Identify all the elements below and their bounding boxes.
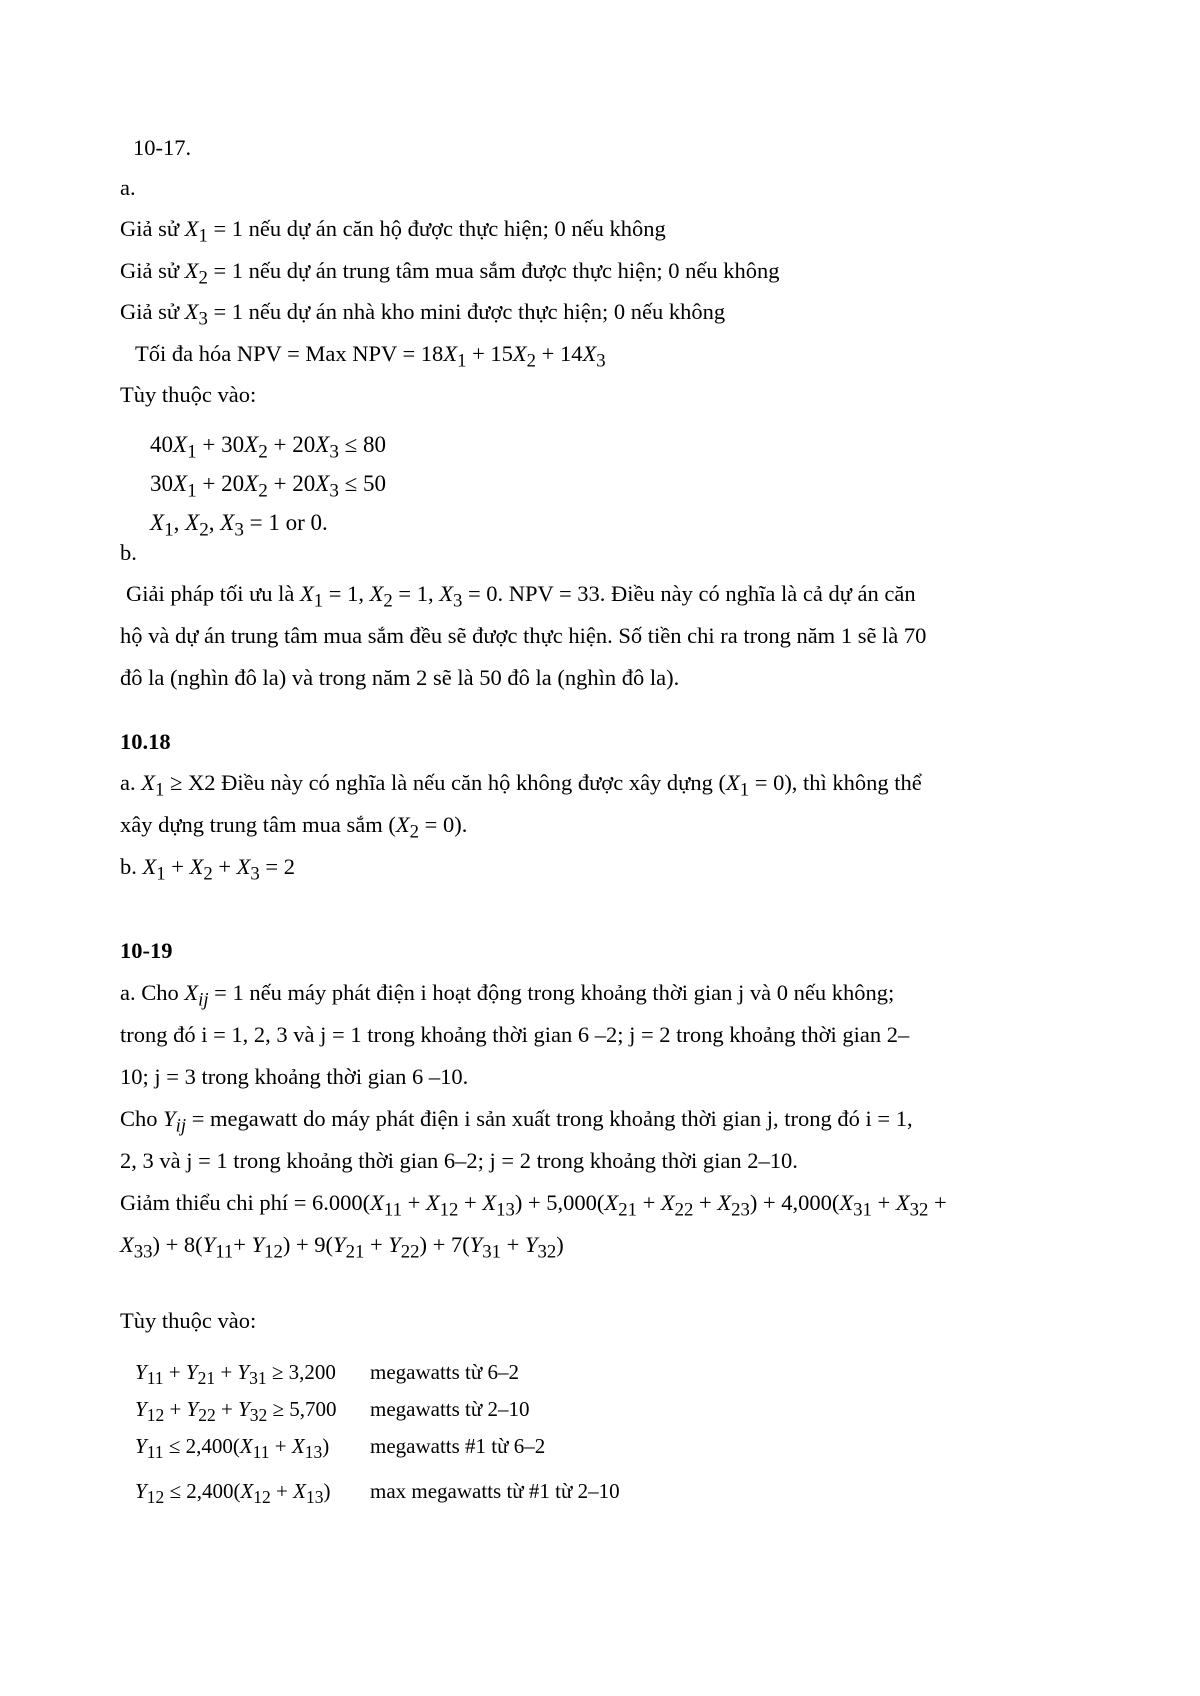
- def-x-line-1: a. Cho $X_{ij} = 1$ nếu máy phát điện i hoạt động trong khoảng thời gian j và 0 nếu không;: [120, 980, 895, 1011]
- def-x-line-2: trong đó i = 1, 2, 3 và j = 1 trong khoảng thời gian 6 –2; j = 2 trong khoảng thời gian 2–: [120, 1022, 910, 1047]
- constraint-note: megawatts từ 2–10: [370, 1397, 530, 1421]
- cost-function-line-1: Giảm thiểu chi phí = $6.000(X_{11} + X_{12} + X_{13}) + 5,000(X_{21} + X_{22} + X_{23}) + 4,000(X_{31} + X_{32}$ +: [120, 1190, 947, 1221]
- definition-x1: Giả sử $X_1 = 1$ nếu dự án căn hộ được thực hiện; 0 nếu không: [120, 216, 666, 247]
- constraint-note: max megawatts từ #1 từ 2–10: [370, 1479, 620, 1503]
- constraint-capacity-1-6-2: $Y_{11} \le 2,400(X_{11} + X_{13})$: [135, 1434, 330, 1463]
- definition-x3: Giả sử $X_3 = 1$ nếu dự án nhà kho mini được thực hiện; 0 nếu không: [120, 299, 726, 330]
- answer-b: b. $X_1 + X_2 + X_3 = 2$: [120, 854, 295, 885]
- constraint-note: megawatts #1 từ 6–2: [370, 1434, 546, 1458]
- answer-a-line-2: xây dựng trung tâm mua sắm $(X_2 = 0)$.: [120, 812, 468, 843]
- constraint-2: $30X_1 + 20X_2 + 20X_3 \le 50$: [150, 471, 387, 502]
- problem-heading-10-18: 10.18: [120, 729, 171, 754]
- answer-a-line-1: a. $X_1 \ge X2$ Điều này có nghĩa là nếu căn hộ không được xây dựng $(X_1 = 0)$, thì không thể: [120, 770, 922, 801]
- constraint-capacity-1-2-10: $Y_{12} \le 2,400(X_{12} + X_{13})$: [135, 1479, 331, 1508]
- def-y-line-1: Cho $Y_{ij}$ = megawatt do máy phát điện i sản xuất trong khoảng thời gian j, trong đó i = 1,: [120, 1106, 913, 1137]
- objective-function: Tối đa hóa NPV = Max NPV = $18X_1 + 15X_2 + 14X_3$: [135, 341, 606, 372]
- subject-to-label: Tùy thuộc vào:: [120, 382, 257, 407]
- def-y-line-2: 2, 3 và j = 1 trong khoảng thời gian 6–2; j = 2 trong khoảng thời gian 2–10.: [120, 1148, 798, 1173]
- part-label-b: b.: [120, 540, 137, 565]
- part-label-a: a.: [120, 175, 136, 200]
- constraint-demand-6-2: $Y_{11} + Y_{21} + Y_{31} \ge 3,200$: [135, 1360, 336, 1389]
- cost-function-line-2: $X_{33}) + 8(Y_{11}+ Y_{12}) + 9(Y_{21} + Y_{22}) + 7(Y_{31} + Y_{32})$: [120, 1232, 564, 1263]
- solution-line-1: Giải pháp tối ưu là $X_1 = 1$, $X_2 = 1$, $X_3 = 0$. NPV = 33. Điều này có nghĩa là cả dự án căn: [126, 581, 916, 612]
- constraint-1: $40X_1 + 30X_2 + 20X_3 \le 80$: [150, 432, 387, 463]
- constraint-binary: $X_1$, $X_2$, $X_3 = 1$ or 0.: [150, 510, 328, 541]
- def-x-line-3: 10; j = 3 trong khoảng thời gian 6 –10.: [120, 1064, 469, 1089]
- problem-heading-10-17: 10-17.: [133, 135, 192, 160]
- solution-line-3: đô la (nghìn đô la) và trong năm 2 sẽ là 50 đô la (nghìn đô la).: [120, 665, 680, 690]
- constraint-demand-2-10: $Y_{12} + Y_{22} + Y_{32} \ge 5,700$: [135, 1397, 337, 1426]
- subject-to-label-10-19: Tùy thuộc vào:: [120, 1308, 257, 1333]
- definition-x2: Giả sử $X_2 = 1$ nếu dự án trung tâm mua sắm được thực hiện; 0 nếu không: [120, 258, 780, 289]
- problem-heading-10-19: 10-19: [120, 938, 173, 963]
- constraint-note: megawatts từ 6–2: [370, 1360, 520, 1384]
- solution-line-2: hộ và dự án trung tâm mua sắm đều sẽ được thực hiện. Số tiền chi ra trong năm 1 sẽ là 70: [120, 623, 927, 648]
